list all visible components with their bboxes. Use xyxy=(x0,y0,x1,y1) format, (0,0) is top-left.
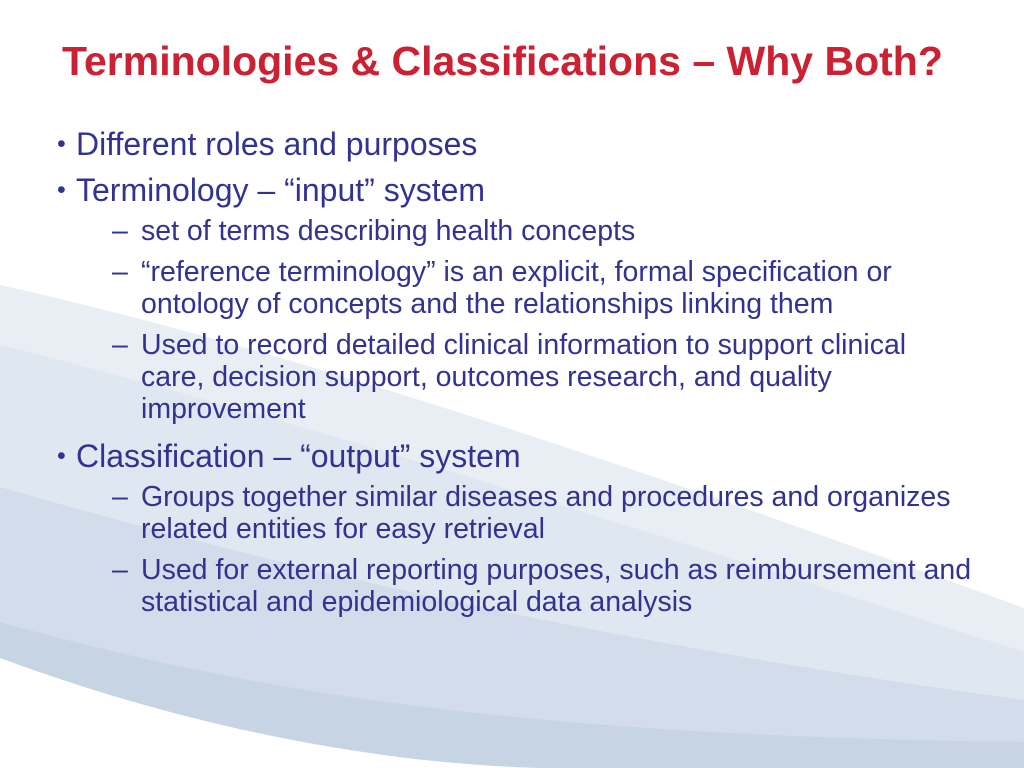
bullet-text: set of terms describing health concepts xyxy=(141,215,636,247)
bullet-item xyxy=(40,434,992,478)
slide-body xyxy=(40,122,992,627)
bullet-item xyxy=(112,215,992,247)
dash-marker: – xyxy=(112,215,128,247)
bullet-text: Different roles and purposes xyxy=(76,126,478,162)
bullet-text: Used for external reporting purposes, such as reimbursement and statistical and epidemiological data analysis xyxy=(141,554,972,618)
bullet-text: Used to record detailed clinical information to support clinical care, decision support, outcomes research, and quality improvement xyxy=(141,329,907,425)
bullet-marker: • xyxy=(57,176,66,204)
bullet-item xyxy=(112,256,992,320)
bullet-text: Terminology – “input” system xyxy=(76,172,486,208)
dash-marker: – xyxy=(112,554,128,586)
bullet-item xyxy=(112,329,992,425)
bullet-item xyxy=(112,481,992,545)
bullet-text: Groups together similar diseases and procedures and organizes related entities for easy retrieval xyxy=(141,481,951,545)
bullet-text: Classification – “output” system xyxy=(76,438,521,474)
dash-marker: – xyxy=(112,256,128,288)
bullet-marker: • xyxy=(57,442,66,470)
slide-title: Terminologies & Classifications – Why Both? xyxy=(62,38,943,85)
bullet-marker: • xyxy=(57,130,66,158)
dash-marker: – xyxy=(112,329,128,361)
bullet-item xyxy=(40,168,992,212)
bullet-text: “reference terminology” is an explicit, formal specification or ontology of concepts and the relationships linking them xyxy=(141,256,892,320)
dash-marker: – xyxy=(112,481,128,513)
bullet-item xyxy=(40,122,992,166)
bullet-item xyxy=(112,554,992,618)
